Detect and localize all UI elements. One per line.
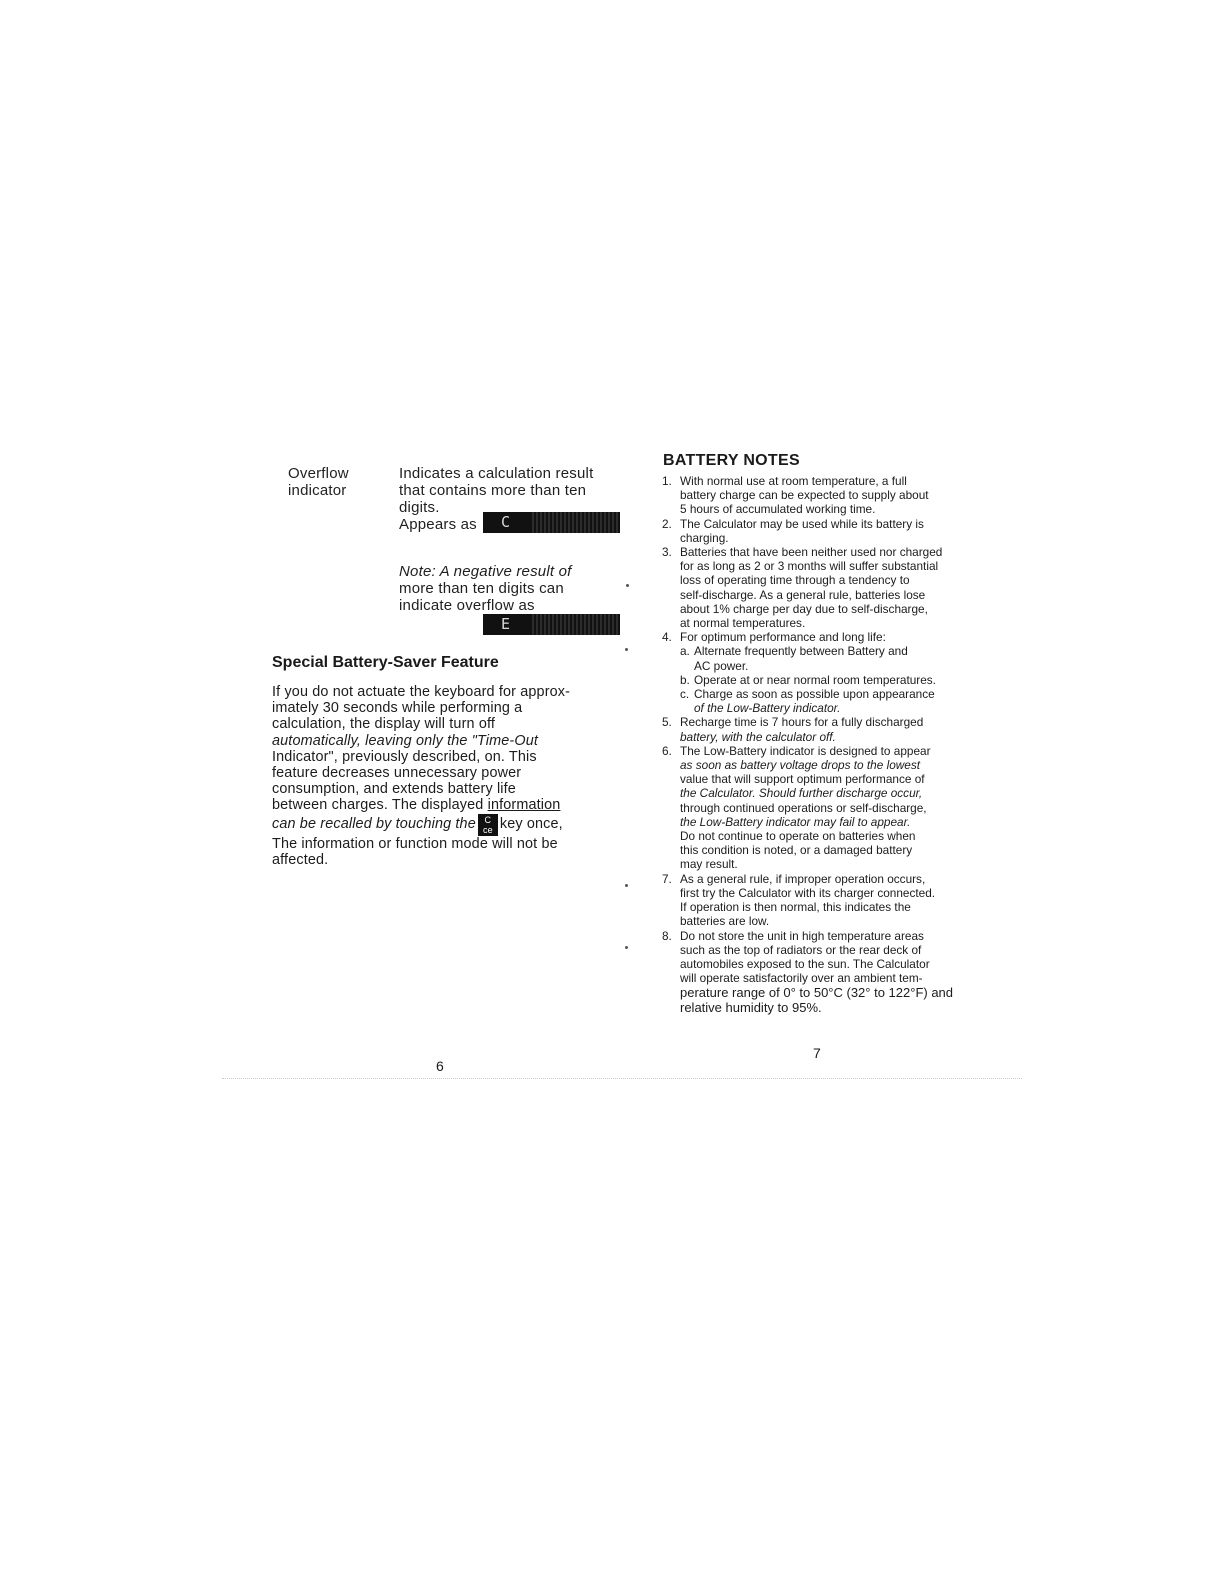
gutter-mark	[625, 648, 628, 651]
section-heading: Special Battery-Saver Feature	[272, 654, 499, 671]
page-number-right: 7	[813, 1045, 821, 1061]
note-item: 6. The Low-Battery indicator is designed to appear as soon as battery voltage drops to the lowest value that will support optimum performance of the Calculator. Should further discharge occur, through continued operations or self-discharge, the Low-Battery indicator may fail to appear. Do not continue to operate on batteries when this condition is noted, or a damaged battery may result.	[662, 743, 931, 872]
gutter-mark	[626, 584, 629, 587]
note-item: 8. Do not store the unit in high temperature areas such as the top of radiators or the rear deck of automobiles exposed to the sun. The Calculator will operate satisfactorily over an ambient tem- perature range of 0° to 50°C (32° to 122°F) and relative humidity to 95%.	[662, 928, 954, 1016]
note-item: 4. For optimum performance and long life:	[662, 630, 886, 645]
gutter-mark	[625, 946, 628, 949]
battery-saver-paragraph: If you do not actuate the keyboard for approx- imately 30 seconds while performing a calculation, the display will turn off automatically, leaving only the "Time-Out Indicator", previously described, on. This feature decreases unnecessary power consumption, and extends battery life between charges. The displayed information can be recalled by touching the C ce key once, The information or function mode will not be affected.	[272, 684, 571, 868]
overflow-display-c: C	[483, 512, 620, 533]
note-subitem: a. Alternate frequently between Battery and AC power.	[680, 644, 908, 673]
gutter-mark	[625, 884, 628, 887]
page-number-left: 6	[436, 1058, 444, 1074]
appears-as-label: Appears as	[399, 516, 477, 533]
note-item: 7. As a general rule, if improper operation occurs, first try the Calculator with its charger connected. If operation is then normal, this indicates the batteries are low.	[662, 871, 936, 929]
note-subitem: c. Charge as soon as possible upon appearance of the Low-Battery indicator.	[680, 687, 935, 716]
note-subitem: b. Operate at or near normal room temperatures.	[680, 672, 936, 687]
battery-notes-list	[662, 474, 982, 1015]
negative-overflow-note: Note: A negative result of more than ten digits can indicate overflow as	[399, 563, 572, 614]
battery-notes-title: BATTERY NOTES	[663, 452, 800, 469]
note-item: 2. The Calculator may be used while its battery is charging.	[662, 516, 924, 545]
overflow-term: Overflow indicator	[288, 465, 349, 499]
clear-key-icon: C ce	[478, 814, 498, 836]
page-bottom-edge	[222, 1078, 1022, 1080]
note-item: 5. Recharge time is 7 hours for a fully discharged battery, with the calculator off.	[662, 715, 924, 744]
overflow-definition: Indicates a calculation result that contains more than ten digits.	[399, 465, 594, 516]
note-item: 3. Batteries that have been neither used nor charged for as long as 2 or 3 months will suffer substantial loss of operating time through a tendency to self-discharge. As a general rule, batteries lose about 1% charge per day due to self-discharge, at normal temperatures.	[662, 545, 943, 631]
overflow-display-e: E	[483, 614, 620, 635]
note-item: 1. With normal use at room temperature, a full battery charge can be expected to supply about 5 hours of accumulated working time.	[662, 474, 929, 517]
